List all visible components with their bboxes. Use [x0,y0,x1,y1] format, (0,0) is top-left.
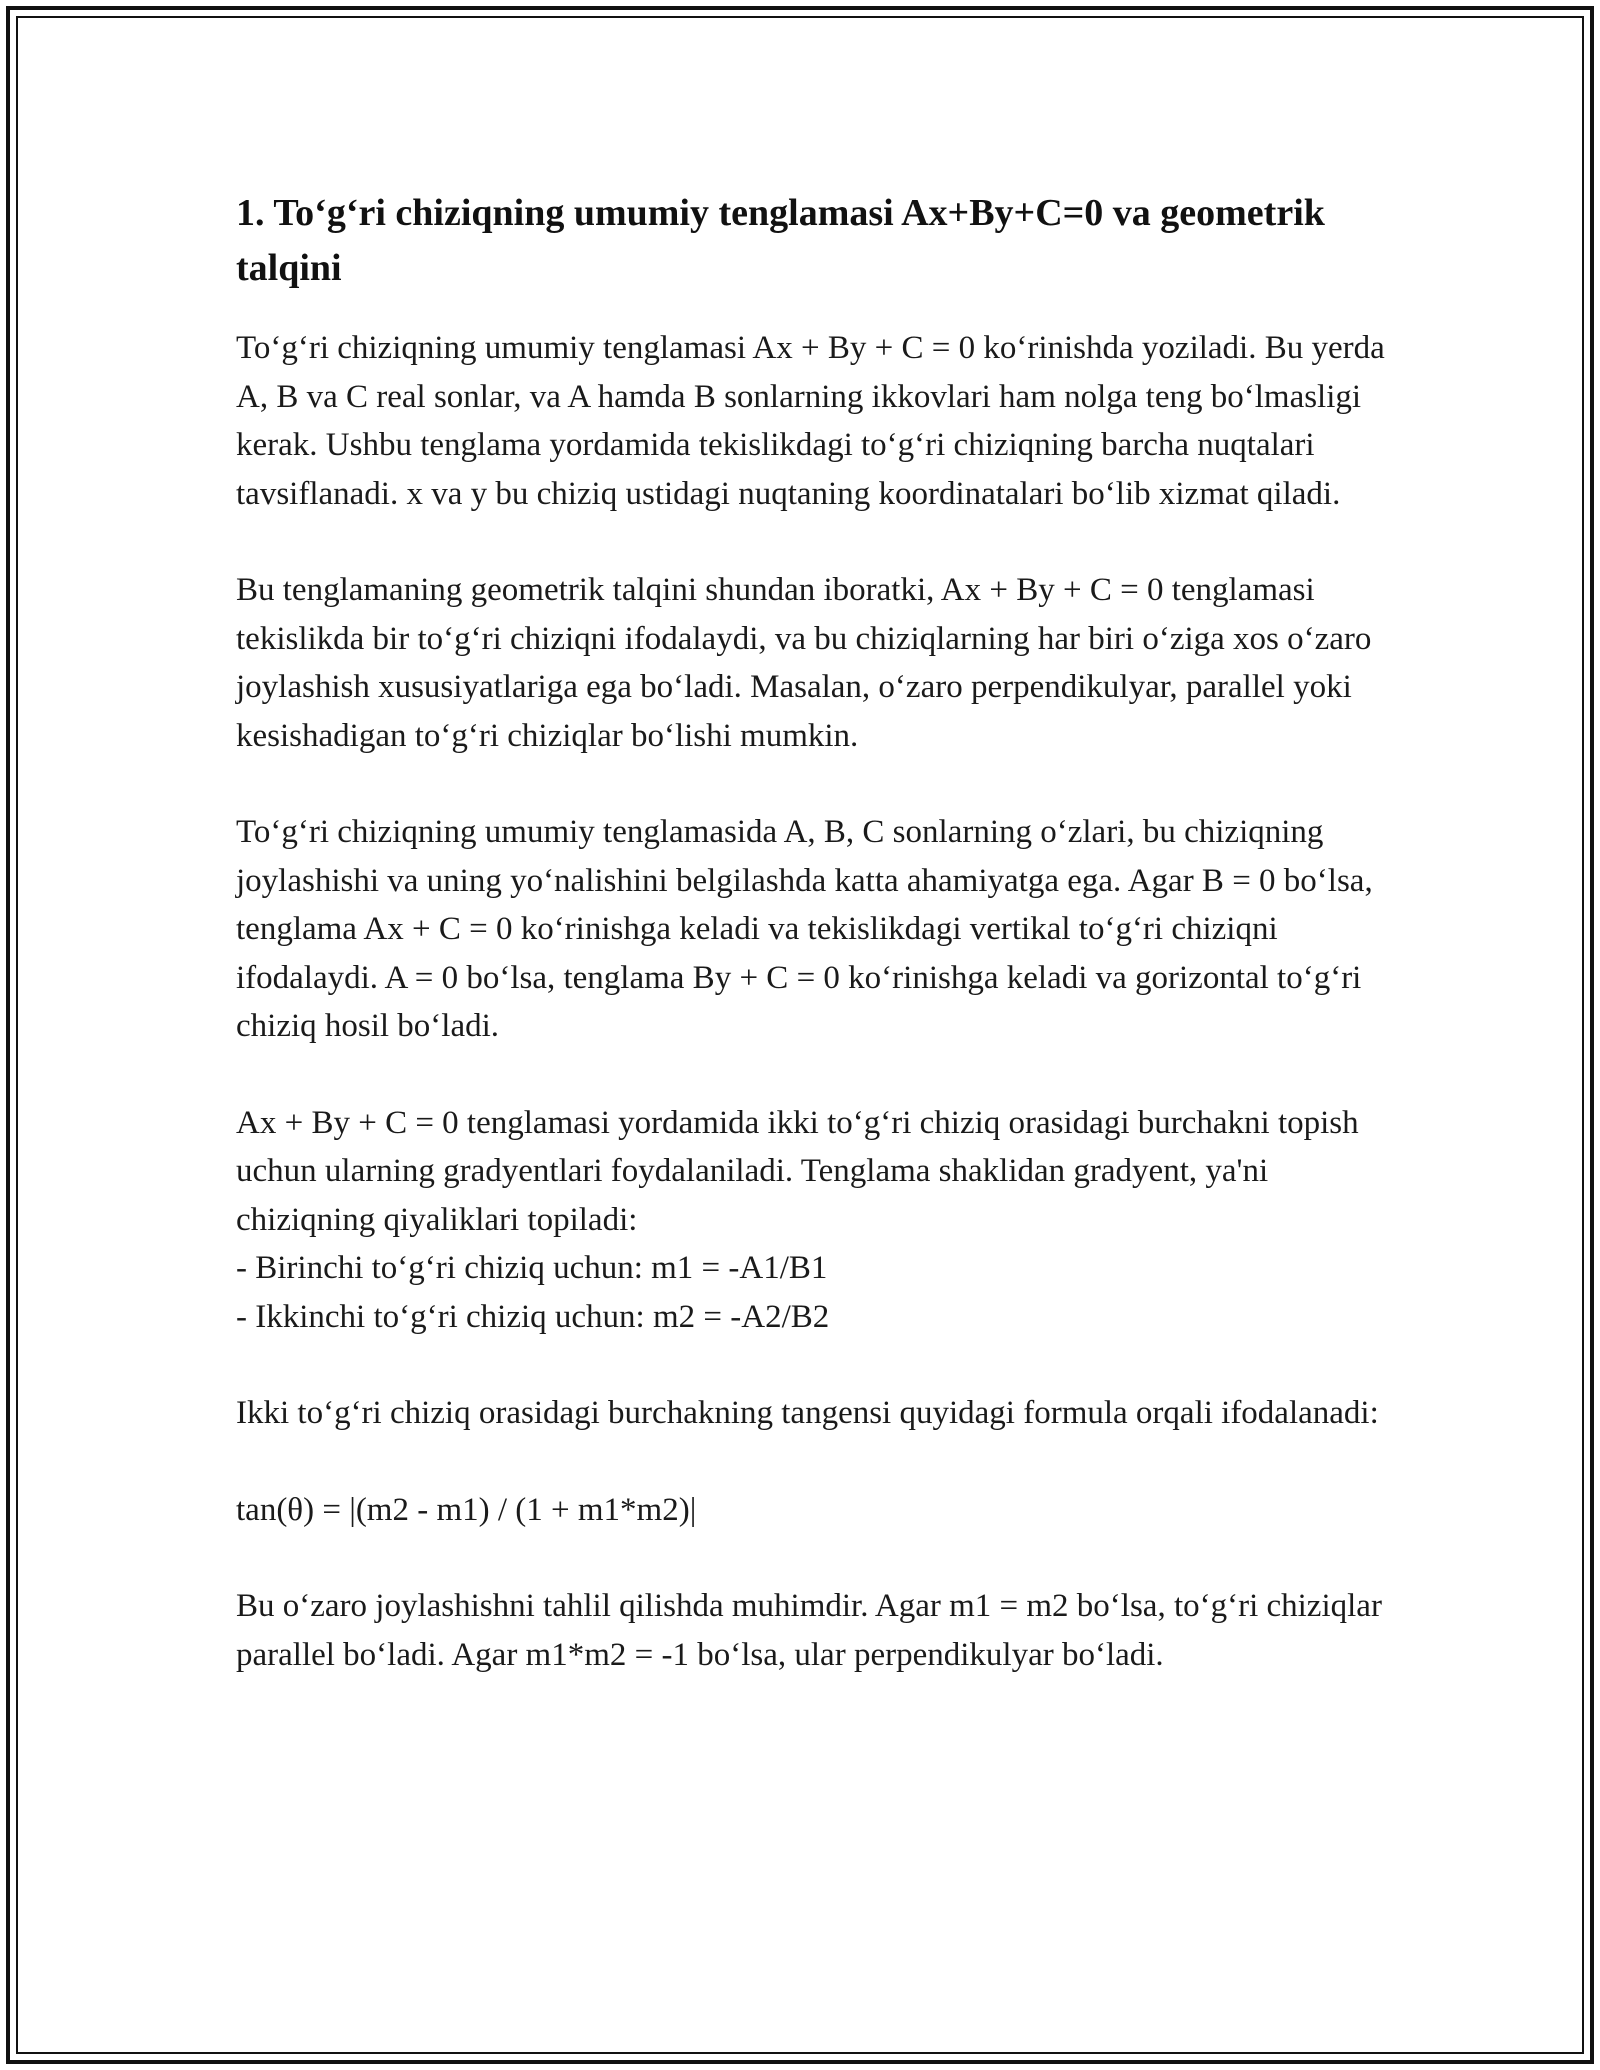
paragraph-geometric-meaning: Bu tenglamaning geometrik talqini shundan iboratki, Ax + By + C = 0 tenglamasi tekislikda bir to‘g‘ri chiziqni ifodalaydi, va bu chiziqlarning har biri o‘ziga xos o‘zaro joylashish xususiyatlariga ega bo‘ladi. Masalan, o‘zaro perpendikulyar, parallel yoki kesishadigan to‘g‘ri chiziqlar bo‘lishi mumkin. [236,572,1372,754]
paragraph-coefficients: To‘g‘ri chiziqning umumiy tenglamasida A, B, C sonlarning o‘zlari, bu chiziqning joylashishi va uning yo‘nalishini belgilashda katta ahamiyatga ega. Agar B = 0 bo‘lsa, tenglama Ax + C = 0 ko‘rinishga keladi va tekislikdagi vertikal to‘g‘ri chiziqni ifodalaydi. A = 0 bo‘lsa, tenglama By + C = 0 ko‘rinishga keladi va gorizontal to‘g‘ri chiziq hosil bo‘ladi. [236,814,1373,1044]
document-body [236,186,1386,1727]
paragraph-tangent-intro: Ikki to‘g‘ri chiziq orasidagi burchakning tangensi quyidagi formula orqali ifodalanadi: [236,1395,1379,1431]
paragraph-conclusion: Bu o‘zaro joylashishni tahlil qilishda muhimdir. Agar m1 = m2 bo‘lsa, to‘g‘ri chiziqlar parallel bo‘ladi. Agar m1*m2 = -1 bo‘lsa, ular perpendikulyar bo‘ladi. [236,1588,1382,1673]
formula-tangent: tan(θ) = |(m2 - m1) / (1 + m1*m2)| [236,1491,697,1528]
paragraph-general-equation: To‘g‘ri chiziqning umumiy tenglamasi Ax + By + C = 0 ko‘rinishda yoziladi. Bu yerda A, B va C real sonlar, va A hamda B sonlarning ikkovlari ham nolga teng bo‘lmasligi kerak. Ushbu tenglama yordamida tekislikdagi to‘g‘ri chiziqning barcha nuqtalari tavsiflanadi. x va y bu chiziq ustidagi nuqtaning koordinatalari bo‘lib xizmat qiladi. [236,330,1385,512]
section-title: 1. To‘g‘ri chiziqning umumiy tenglamasi Ax+By+C=0 va geometrik talqini [236,192,1325,289]
paragraph-gradients: Ax + By + C = 0 tenglamasi yordamida ikki to‘g‘ri chiziq orasidagi burchakni topish uchun ularning gradyentlari foydalaniladi. Tenglama shaklidan gradyent, ya'ni chiziqning qiyaliklari topiladi: - Birinchi to‘g‘ri chiziq uchun: m1 = -A1/B1 - Ikkinchi to‘g‘ri chiziq uchun: m2 = -A2/B2 [236,1104,1359,1335]
